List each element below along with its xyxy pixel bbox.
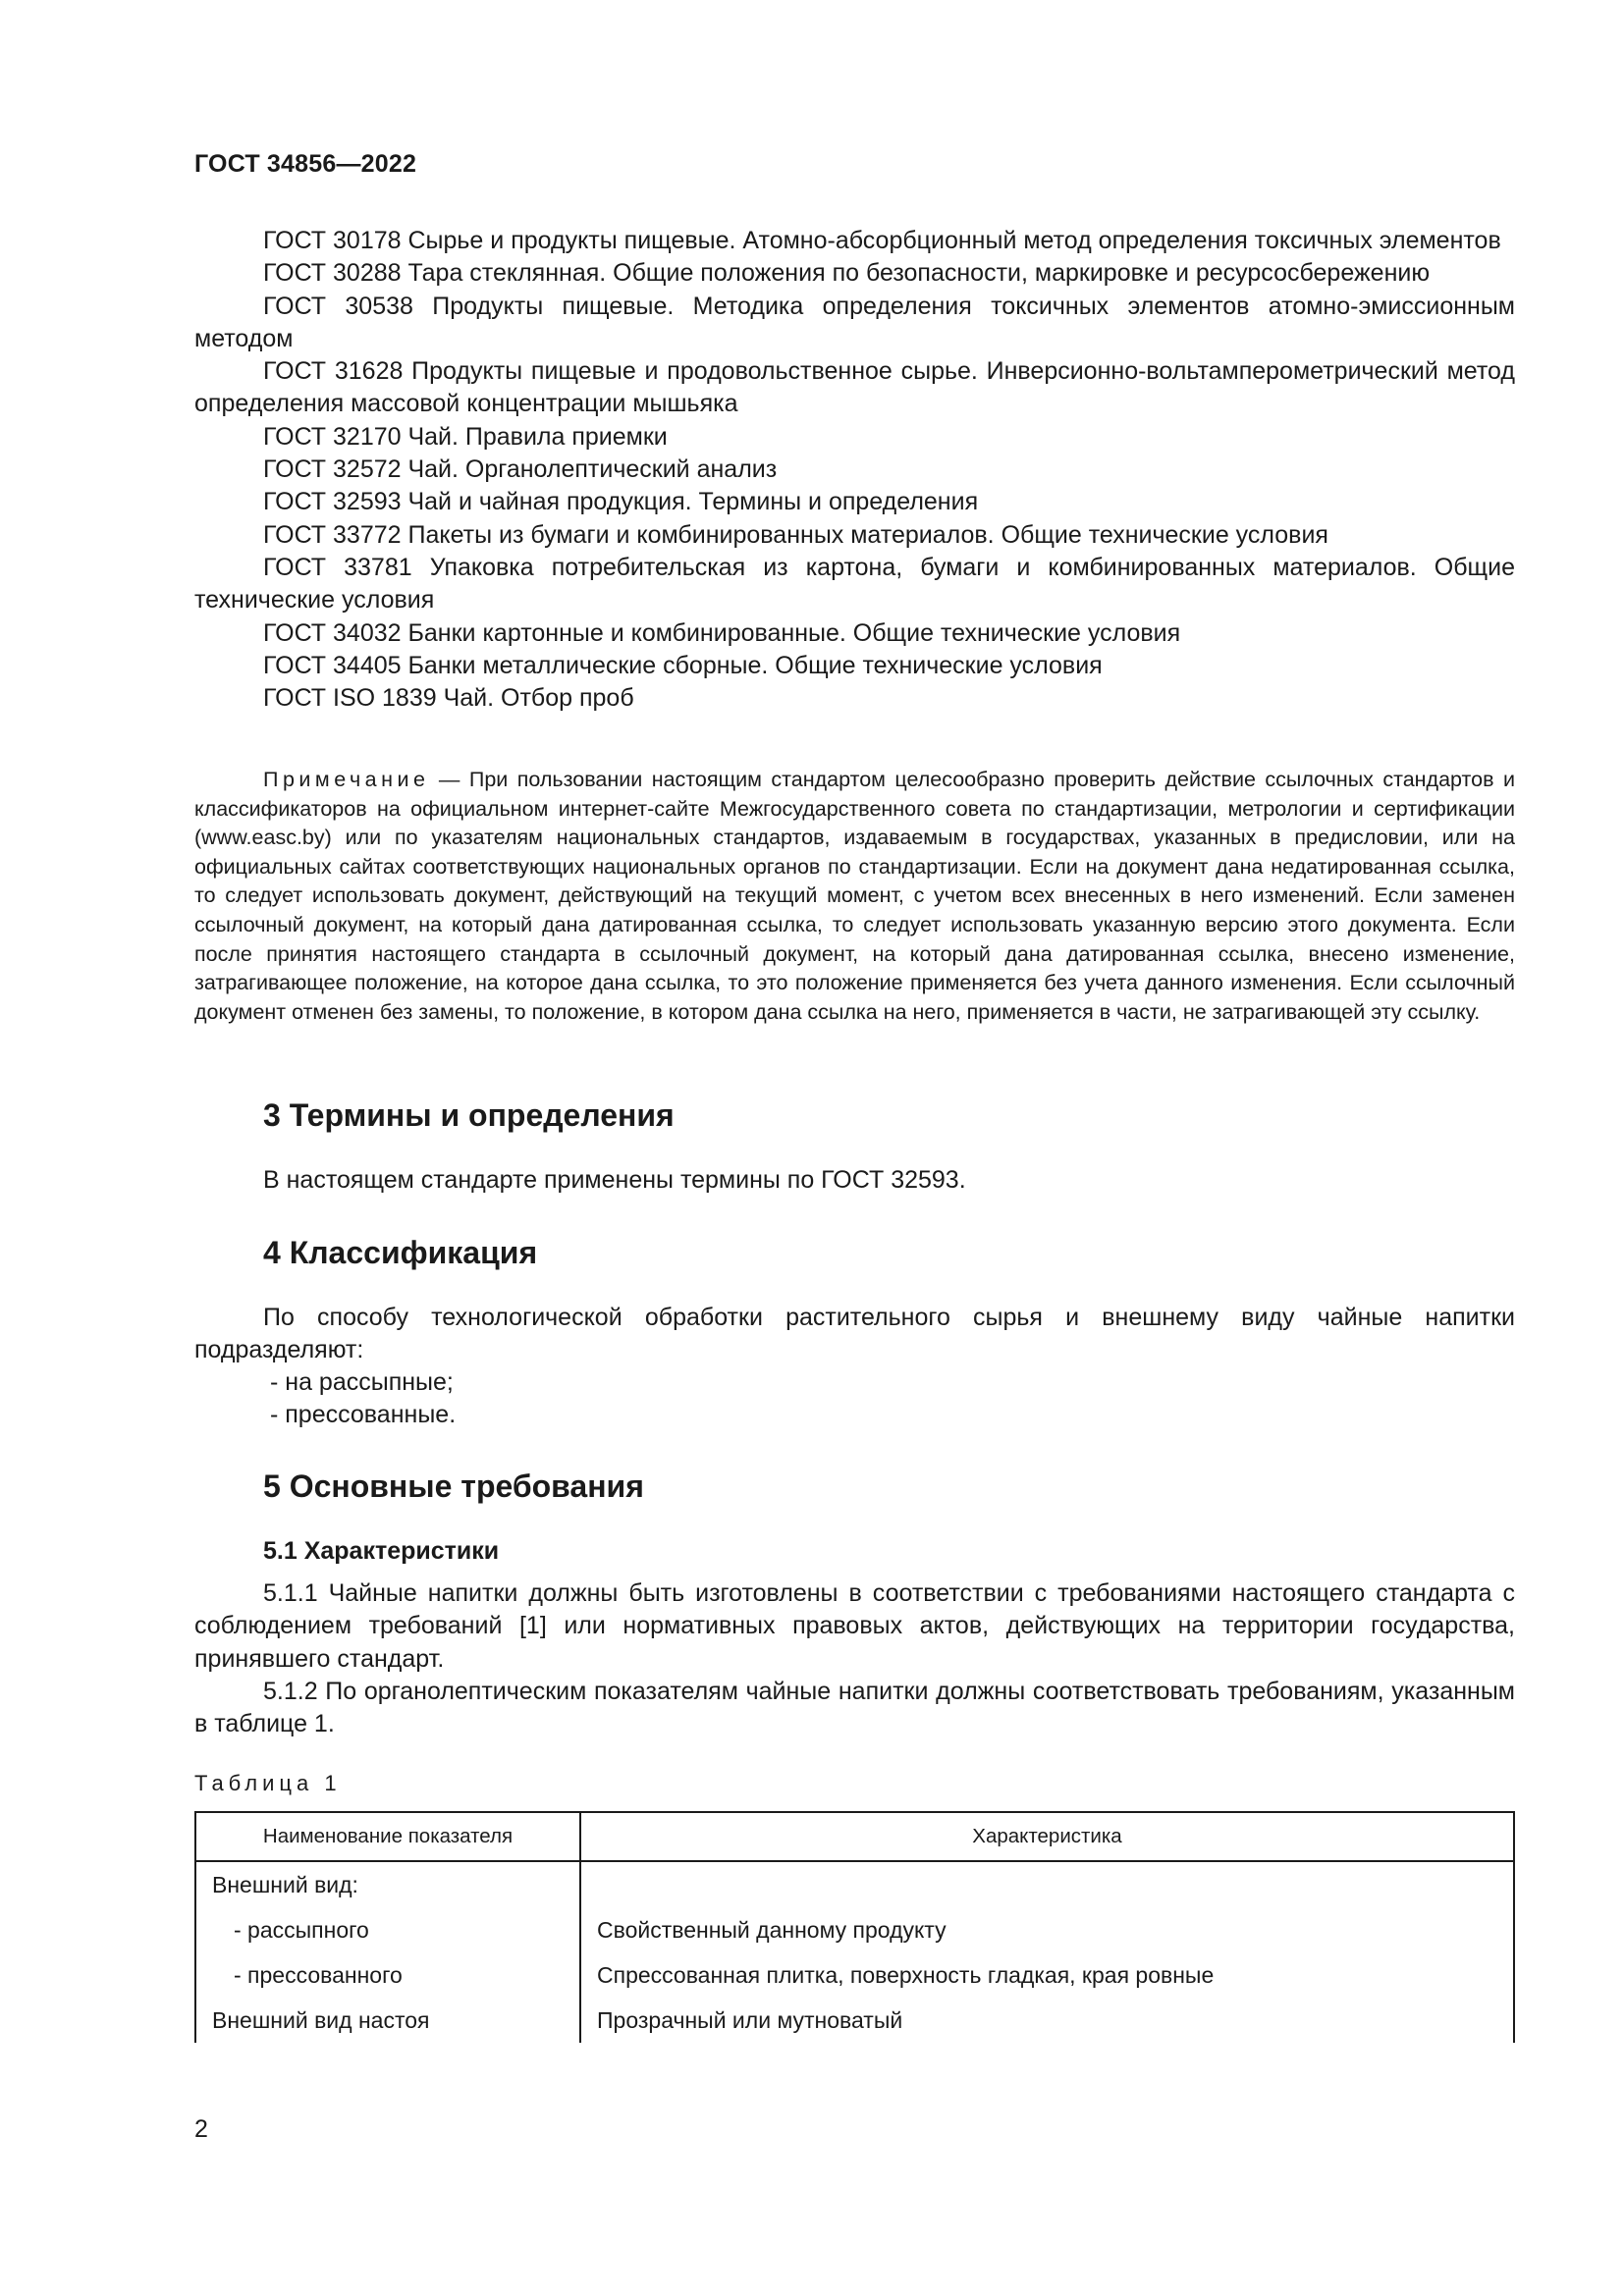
section-3-paragraph: В настоящем стандарте применены термины по ГОСТ 32593. (263, 1166, 966, 1194)
classification-list (270, 1366, 456, 1432)
reference-item: ГОСТ 30178 Сырье и продукты пищевые. Атомно-абсорбционный метод определения токсичных элементов (263, 227, 1501, 254)
column-header-indicator: Наименование показателя (195, 1812, 580, 1861)
subsection-5-1-title: 5.1 Характеристики (263, 1537, 500, 1565)
section-3-title: 3 Термины и определения (263, 1097, 675, 1133)
table-row (195, 1952, 1514, 1998)
list-item: - на рассыпные; (270, 1368, 454, 1396)
table-cell: Спрессованная плитка, поверхность гладкая, края ровные (580, 1952, 1514, 1998)
section-4-paragraph: По способу технологической обработки растительного сырья и внешнему виду чайные напитки подразделяют: (194, 1304, 1515, 1364)
table-cell: Свойственный данному продукту (580, 1907, 1514, 1952)
table-cell: Внешний вид настоя (195, 1998, 580, 2043)
reference-item: ГОСТ 32593 Чай и чайная продукция. Термины и определения (263, 488, 979, 516)
table-row (195, 1907, 1514, 1952)
page-number: 2 (194, 2115, 208, 2143)
reference-item: ГОСТ 32572 Чай. Органолептический анализ (263, 455, 778, 484)
note-label: Примечание (263, 768, 430, 791)
references-note (194, 766, 1515, 1027)
table-caption: Таблица 1 (194, 1771, 342, 1795)
table-cell: Прозрачный или мутноватый (580, 1998, 1514, 2043)
section-5-title: 5 Основные требования (263, 1468, 644, 1504)
reference-item: ГОСТ 33772 Пакеты из бумаги и комбинированных материалов. Общие технические условия (263, 520, 1328, 549)
section-4-text (194, 1302, 1515, 1367)
table-header-row (195, 1812, 1514, 1861)
section-4-title: 4 Классификация (263, 1235, 538, 1270)
reference-item: ГОСТ 33781 Упаковка потребительская из картона, бумаги и комбинированных материалов. Общие технические условия (194, 553, 1515, 614)
reference-item: ГОСТ 30288 Тара стеклянная. Общие положения по безопасности, маркировке и ресурсосбережению (263, 259, 1431, 288)
organoleptic-table (194, 1811, 1515, 2043)
table-cell: Внешний вид: (195, 1861, 580, 1907)
document-code-header: ГОСТ 34856—2022 (194, 150, 417, 178)
note-text: — При пользовании настоящим стандартом целесообразно проверить действие ссылочных стандартов и классификаторов на официальном интернет-сайте Межгосударственного совета по стандартизации, метрологии и сертификации (www.easc.by) или по указателям национальных стандартов, издаваемым в государствах, указанных в предисловии, или на официальных сайтах соответствующих национальных органов по стандартизации. Если на документ дана недатированная ссылка, то следует использовать документ, действующий на текущий момент, с учетом всех внесенных в него изменений. Если заменен ссылочный документ, на который дана датированная ссылка, то следует использовать указанную версию этого документа. Если после принятия настоящего стандарта в ссылочный документ, на который дана датированная ссылка, внесено изменение, затрагивающее положение, на которое дана ссылка, то это положение применяется без учета данного изменения. Если ссылочный документ отменен без замены, то положение, в котором дана ссылка на него, применяется в части, не затрагивающей эту ссылку. (194, 768, 1515, 1024)
normative-references-list (194, 225, 1515, 715)
table-row (195, 1998, 1514, 2043)
table-cell (580, 1861, 1514, 1907)
reference-item: ГОСТ 30538 Продукты пищевые. Методика определения токсичных элементов атомно-эмиссионным методом (194, 292, 1515, 352)
reference-item: ГОСТ 31628 Продукты пищевые и продовольственное сырье. Инверсионно-вольтамперометрический метод определения массовой концентрации мышьяка (194, 357, 1515, 418)
section-3-text (194, 1164, 1515, 1197)
reference-item: ГОСТ 34032 Банки картонные и комбинированные. Общие технические условия (263, 618, 1181, 647)
paragraph-5-1-2: 5.1.2 По органолептическим показателям чайные напитки должны соответствовать требованиям, указанным в таблице 1. (194, 1677, 1515, 1738)
reference-item: ГОСТ 34405 Банки металлические сборные. Общие технические условия (263, 651, 1103, 679)
section-5-text (194, 1577, 1515, 1740)
reference-item: ГОСТ 32170 Чай. Правила приемки (263, 422, 668, 451)
reference-item: ГОСТ ISO 1839 Чай. Отбор проб (263, 684, 634, 713)
list-item: - прессованные. (270, 1401, 457, 1429)
table-cell: - рассыпного (195, 1907, 580, 1952)
column-header-characteristic: Характеристика (580, 1812, 1514, 1861)
paragraph-5-1-1: 5.1.1 Чайные напитки должны быть изготовлены в соответствии с требованиями настоящего стандарта с соблюдением требований [1] или нормативных правовых актов, действующих на территории государства, принявшего стандарт. (194, 1579, 1515, 1673)
table-cell: - прессованного (195, 1952, 580, 1998)
table-row (195, 1861, 1514, 1907)
